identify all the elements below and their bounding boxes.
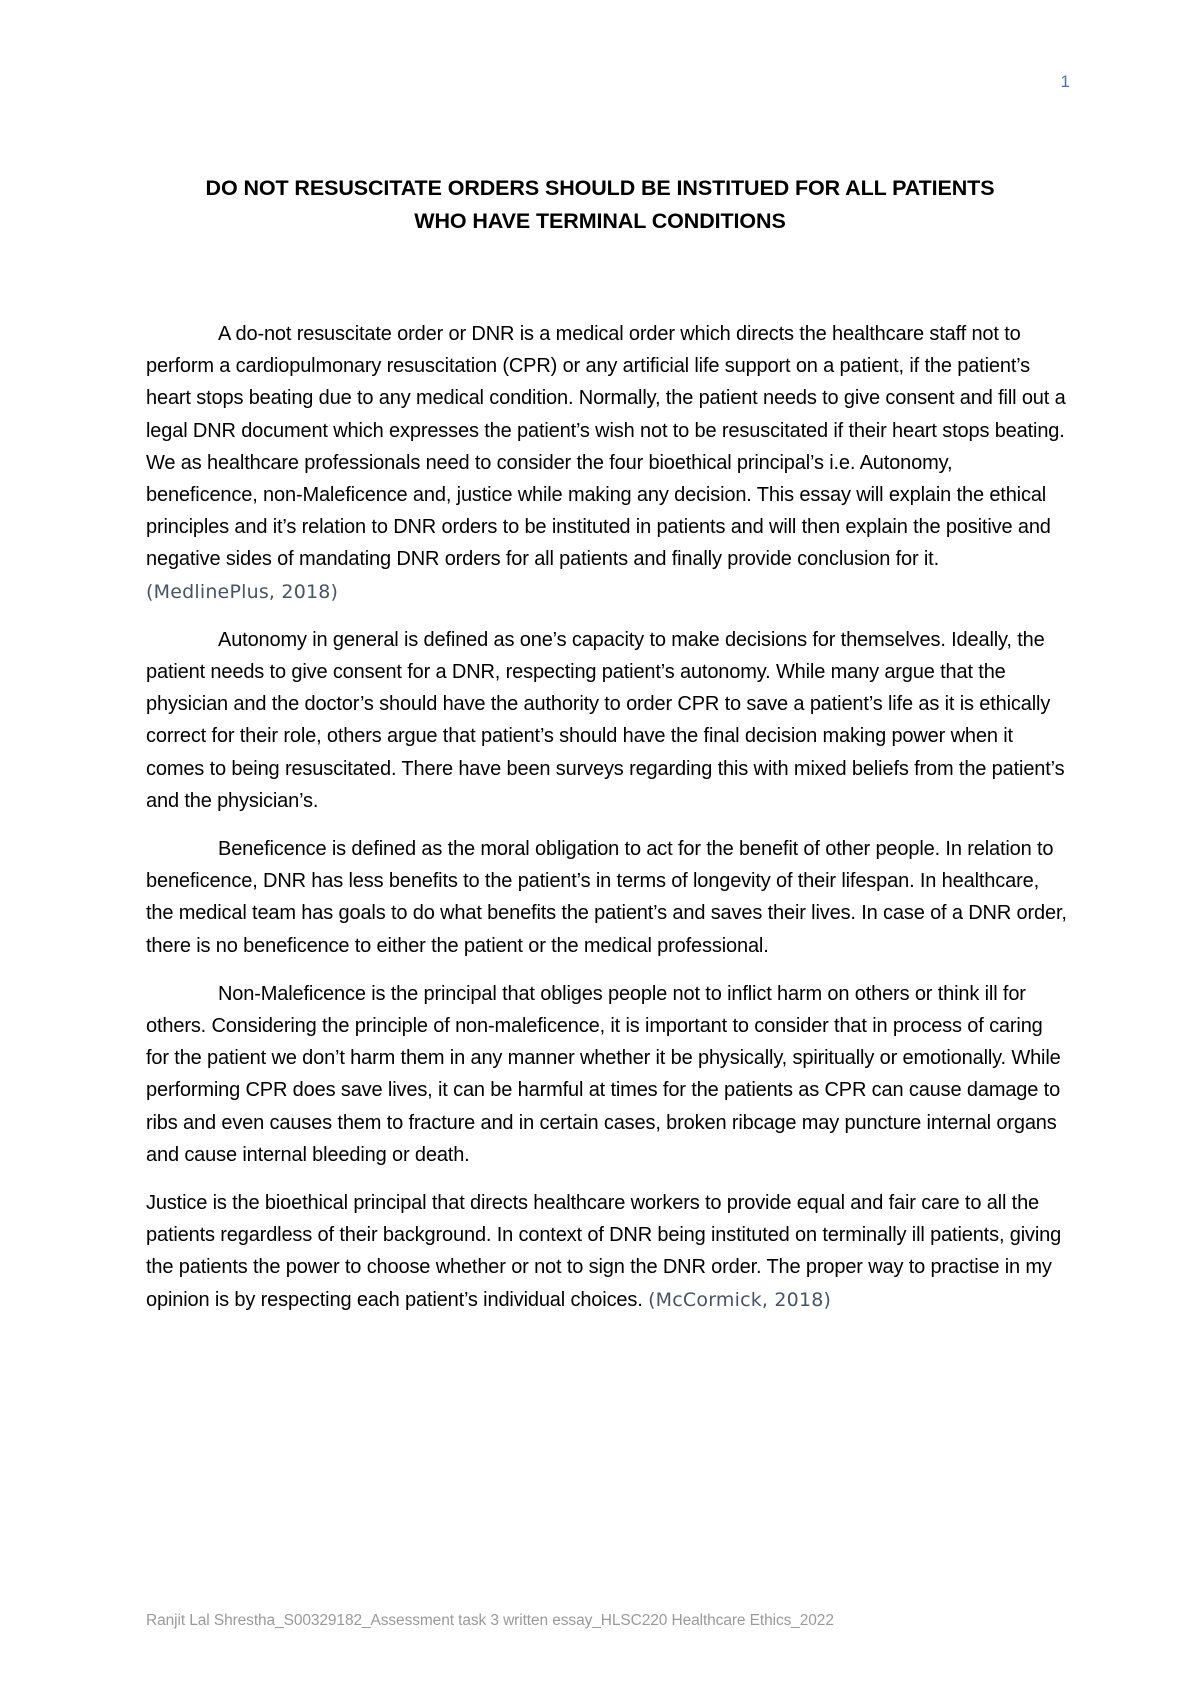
page-footer: Ranjit Lal Shrestha_S00329182_Assessment task 3 written essay_HLSC220 Healthcare Ethics_2022 [146, 1612, 834, 1629]
paragraph-text: A do-not resuscitate order or DNR is a medical order which directs the healthcare staff not to perform a cardiopulmonary resuscitation (CPR) or any artificial life support on a patient, if the patient’s heart stops beating due to any medical condition. Normally, the patient needs to give consent and fill out a legal DNR document which expresses the patient’s wish not to be resuscitated if their heart stops beating. We as healthcare professionals need to consider the four bioethical principal’s i.e. Autonomy, beneficence, non-Maleficence and, justice while making any decision. This essay will explain the ethical principles and it’s relation to DNR orders to be instituted in patients and will then explain the positive and negative sides of mandating DNR orders for all patients and finally provide conclusion for it. [146, 323, 1066, 571]
essay-title-line-1: DO NOT RESUSCITATE ORDERS SHOULD BE INSTITUED FOR ALL PATIENTS [205, 176, 995, 200]
essay-body [146, 318, 1068, 1332]
page-number: 1 [1060, 72, 1070, 91]
paragraph-non-maleficence [146, 978, 1068, 1171]
paragraph-beneficence [146, 833, 1068, 962]
essay-title [120, 172, 1080, 238]
paragraph-text: Beneficence is defined as the moral obligation to act for the benefit of other people. In relation to beneficence, DNR has less benefits to the patient’s in terms of longevity of their lifespan. In healthcare, the medical team has goals to do what benefits the patient’s and saves their lives. In case of a DNR order, there is no beneficence to either the patient or the medical professional. [146, 838, 1067, 957]
paragraph-autonomy [146, 624, 1068, 817]
citation-mccormick: (McCormick, 2018) [648, 1288, 832, 1311]
paragraph-introduction [146, 318, 1068, 608]
paragraph-text: Justice is the bioethical principal that directs healthcare workers to provide equal and fair care to all the patients regardless of their background. In context of DNR being instituted on terminally ill patients, giving the patients the power to choose whether or not to sign the DNR order. The proper way to practise in my opinion is by respecting each patient’s individual choices. [146, 1192, 1062, 1311]
paragraph-justice [146, 1187, 1068, 1316]
paragraph-text: Non-Maleficence is the principal that obliges people not to inflict harm on others or think ill for others. Considering the principle of non-maleficence, it is important to consider that in process of caring for the patient we don’t harm them in any manner whether it be physically, spiritually or emotionally. While performing CPR does save lives, it can be harmful at times for the patients as CPR can cause damage to ribs and even causes them to fracture and in certain cases, broken ribcage may puncture internal organs and cause internal bleeding or death. [146, 982, 1061, 1166]
citation-medlineplus: (MedlinePlus, 2018) [146, 580, 339, 603]
paragraph-text: Autonomy in general is defined as one’s capacity to make decisions for themselves. Ideally, the patient needs to give consent for a DNR, respecting patient’s autonomy. While many argue that the physician and the doctor’s should have the authority to order CPR to save a patient’s life as it is ethically correct for their role, others argue that patient’s should have the final decision making power when it comes to being resuscitated. There have been surveys regarding this with mixed beliefs from the patient’s and the physician’s. [146, 628, 1065, 812]
essay-title-line-2: WHO HAVE TERMINAL CONDITIONS [414, 209, 786, 233]
